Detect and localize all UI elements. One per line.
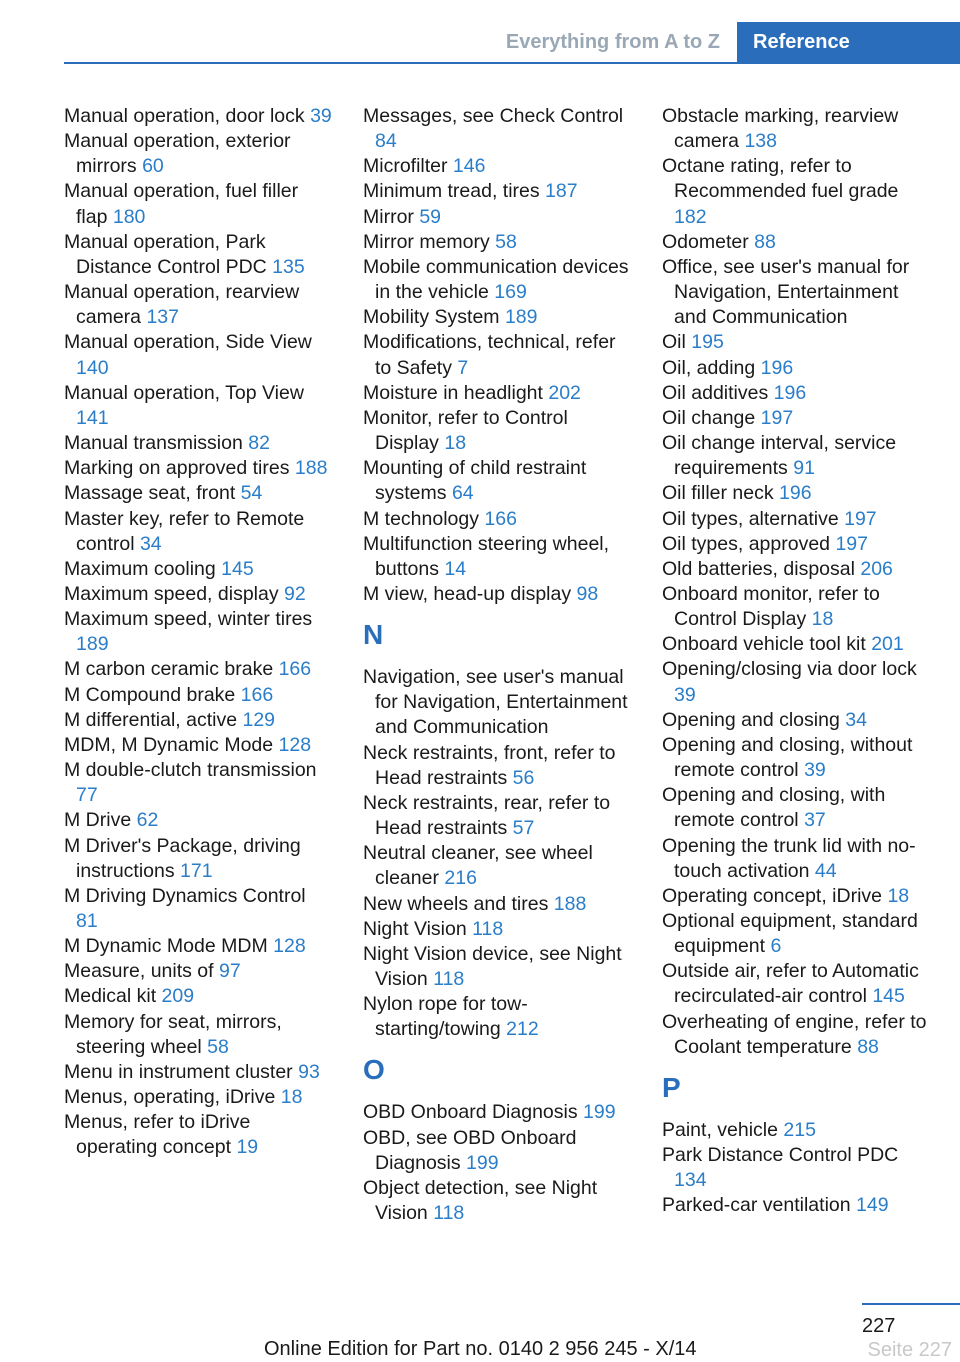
page-link[interactable]: 129 <box>242 708 276 731</box>
index-entry <box>64 733 332 758</box>
index-entry <box>662 557 930 582</box>
index-entry <box>363 205 631 230</box>
index-entry <box>363 1176 631 1226</box>
page-header <box>0 0 960 64</box>
index-entry-text: M differential, active <box>64 708 243 731</box>
index-entry-text: Oil change interval, service requirements <box>662 432 897 480</box>
index-entry-text: Opening the trunk lid with no-touch activation <box>662 834 916 882</box>
index-entry <box>662 632 930 657</box>
index-entry-text: Mounting of child restraint systems <box>363 457 587 505</box>
page-link[interactable]: 44 <box>814 859 837 882</box>
index-entry <box>662 733 930 783</box>
page-link[interactable]: 189 <box>504 306 538 329</box>
index-entry <box>64 481 332 506</box>
page-link[interactable]: 7 <box>457 356 469 379</box>
page-link[interactable]: 134 <box>674 1169 707 1192</box>
index-entry-text: Oil filler neck <box>662 482 780 505</box>
section-title: Everything from A to Z <box>505 31 720 53</box>
page-link[interactable]: 137 <box>146 306 179 329</box>
index-entry <box>662 532 930 557</box>
index-entry-text: M view, head-up display <box>363 582 577 605</box>
index-entry-text: Minimum tread, tires <box>363 180 546 203</box>
index-entry <box>662 708 930 733</box>
page-link[interactable]: 166 <box>278 658 312 681</box>
page-link[interactable]: 180 <box>112 205 146 228</box>
index-entry-text: Memory for seat, mirrors, steering wheel <box>64 1010 282 1058</box>
index-entry <box>662 783 930 833</box>
page-link[interactable]: 196 <box>760 356 794 379</box>
index-entry-text: Paint, vehicle <box>662 1118 784 1141</box>
index-entry <box>363 230 631 255</box>
page-link[interactable]: 188 <box>553 892 587 915</box>
index-entry-text: M double-clutch transmission <box>64 759 317 782</box>
index-entry <box>64 431 332 456</box>
index-entry <box>662 1143 930 1193</box>
index-entry <box>363 917 631 942</box>
index-entry <box>363 330 631 380</box>
index-entry <box>64 1010 332 1060</box>
index-entry <box>662 431 930 481</box>
index-entry <box>64 834 332 884</box>
index-entry-text: Maximum cooling <box>64 557 222 580</box>
index-entry <box>662 959 930 1009</box>
index-entry-text: Measure, units of <box>64 960 219 983</box>
index-entry-text: M Dynamic Mode MDM <box>64 935 274 958</box>
index-entry-text: Mobility System <box>363 306 505 329</box>
index-entry <box>662 406 930 431</box>
index-entry <box>662 909 930 959</box>
index-entry-text: Menu in instrument cluster <box>64 1060 299 1083</box>
index-entry <box>662 104 930 154</box>
index-entry <box>64 1110 332 1160</box>
index-column-3 <box>662 104 930 1219</box>
index-entry-text: Neutral cleaner, see wheel cleaner <box>363 842 593 890</box>
index-entry <box>64 984 332 1009</box>
index-entry <box>662 884 930 909</box>
page-link[interactable]: 39 <box>310 105 332 127</box>
page-link[interactable]: 199 <box>583 1101 616 1124</box>
index-entry <box>363 582 631 607</box>
index-entry <box>64 104 332 129</box>
page-link[interactable]: 197 <box>844 507 877 530</box>
page-link[interactable]: 81 <box>76 910 98 932</box>
page-link[interactable]: 91 <box>793 457 815 480</box>
index-entry-text: Oil types, approved <box>662 532 836 555</box>
page-link[interactable]: 58 <box>207 1035 229 1058</box>
index-entry-text: Obstacle marking, rearview camera <box>662 105 899 153</box>
page-link[interactable]: 197 <box>760 406 794 429</box>
index-entry <box>64 884 332 934</box>
index-entry <box>363 406 631 456</box>
page-link[interactable]: 166 <box>240 683 274 706</box>
page-link[interactable]: 98 <box>576 582 599 605</box>
index-entry-text: Oil, adding <box>662 356 761 379</box>
page-link[interactable]: 182 <box>674 205 707 228</box>
page-link[interactable]: 88 <box>754 230 776 253</box>
index-entry <box>64 708 332 733</box>
index-column-2 <box>363 104 631 1226</box>
page-link[interactable]: 128 <box>278 733 312 756</box>
index-entry-text: Night Vision <box>363 917 473 940</box>
index-entry <box>64 582 332 607</box>
page-link[interactable]: 216 <box>444 867 477 890</box>
index-entry-text: Oil types, alternative <box>662 507 845 530</box>
index-letter-heading: P <box>662 1071 681 1103</box>
index-entry <box>662 481 930 506</box>
page-link[interactable]: 18 <box>887 884 910 907</box>
index-entry <box>363 841 631 891</box>
page-link[interactable]: 140 <box>76 356 109 379</box>
index-entry <box>662 1193 930 1218</box>
page-link[interactable]: 141 <box>76 406 109 429</box>
index-entry-text: Menus, refer to iDrive operating concept <box>64 1111 251 1159</box>
index-entry <box>363 255 631 305</box>
index-entry <box>64 330 332 380</box>
index-entry-text: Mobile communication devices in the vehicle <box>363 255 629 304</box>
page-link[interactable]: 212 <box>506 1018 539 1041</box>
index-entry-text: Odometer <box>662 230 755 253</box>
page-link[interactable]: 128 <box>273 935 306 958</box>
page-link[interactable]: 149 <box>856 1194 889 1217</box>
index-entry <box>64 129 332 179</box>
index-entry <box>363 456 631 506</box>
index-entry-text: Oil change <box>662 406 761 429</box>
page-link[interactable]: 34 <box>845 708 867 731</box>
index-entry <box>64 683 332 708</box>
index-entry <box>363 1100 631 1125</box>
index-entry-text: Marking on approved tires <box>64 457 295 480</box>
index-entry-text: M carbon ceramic brake <box>64 658 279 681</box>
page-link[interactable]: 93 <box>298 1060 320 1083</box>
index-entry-text: MDM, M Dynamic Mode <box>64 733 279 756</box>
index-entry-text: Optional equipment, standard equipment <box>662 910 918 958</box>
index-entry-text: Multifunction steering wheel, buttons <box>363 532 610 580</box>
page-link[interactable]: 64 <box>451 482 474 505</box>
index-entry-text: Manual operation, door lock <box>64 105 311 127</box>
page-link[interactable]: 34 <box>139 532 162 555</box>
index-entry <box>363 892 631 917</box>
index-entry <box>363 305 631 330</box>
index-entry <box>363 1126 631 1176</box>
index-entry <box>662 1118 930 1143</box>
index-entry <box>64 1060 332 1085</box>
index-entry-text: M Drive <box>64 809 137 832</box>
index-entry <box>363 791 631 841</box>
index-entry-text: Opening and closing, with remote control <box>662 784 886 832</box>
index-entry-text: Oil additives <box>662 381 774 404</box>
page-link[interactable]: 195 <box>691 331 724 354</box>
index-entry <box>64 557 332 582</box>
page-link[interactable]: 187 <box>545 180 578 203</box>
index-entry-text: Night Vision device, see Night Vision <box>363 942 622 990</box>
index-entry <box>662 154 930 229</box>
index-entry <box>64 456 332 481</box>
index-entry <box>64 230 332 280</box>
reference-tab <box>737 22 960 64</box>
index-entry <box>363 179 631 204</box>
index-entry-text: Onboard vehicle tool kit <box>662 633 872 656</box>
index-entry-text: Manual operation, Top View <box>64 381 304 404</box>
index-entry-text: New wheels and tires <box>363 892 554 915</box>
watermark: Seite 227 <box>867 1339 952 1361</box>
index-entry-text: Mirror memory <box>363 230 496 253</box>
index-entry <box>662 255 930 330</box>
index-entry-text: Outside air, refer to Automatic recirculated-air control <box>662 960 919 1008</box>
page-link[interactable]: 97 <box>219 960 241 983</box>
index-entry-text: Maximum speed, winter tires <box>64 608 313 631</box>
page-link[interactable]: 166 <box>484 507 517 530</box>
page-link[interactable]: 145 <box>221 557 254 580</box>
page-link[interactable]: 189 <box>76 633 109 656</box>
page-link[interactable]: 18 <box>811 608 834 631</box>
index-entry-text: Manual operation, Side View <box>64 331 312 354</box>
page-number: 227 <box>862 1315 896 1337</box>
page-link[interactable]: 92 <box>284 582 306 605</box>
reference-tab-label: Reference <box>753 31 850 53</box>
index-entry-text: Oil <box>662 331 692 354</box>
page-link[interactable]: 206 <box>860 557 893 580</box>
index-entry-text: Object detection, see Night Vision <box>363 1176 598 1225</box>
index-entry <box>363 665 631 740</box>
index-entry-text: Medical kit <box>64 985 162 1008</box>
page-link[interactable]: 39 <box>804 759 826 782</box>
index-entry <box>64 179 332 229</box>
index-entry-text: Old batteries, disposal <box>662 557 861 580</box>
page-link[interactable]: 196 <box>773 381 807 404</box>
index-entry-text: M Driving Dynamics Control <box>64 884 306 907</box>
page-link[interactable]: 215 <box>783 1118 816 1141</box>
page-link[interactable]: 18 <box>280 1086 303 1109</box>
index-entry <box>363 104 631 154</box>
index-entry-text: Mirror <box>363 205 420 228</box>
page-link[interactable]: 201 <box>871 633 904 656</box>
index-entry-text: Overheating of engine, refer to Coolant temperature <box>662 1010 927 1058</box>
index-entry-text: M technology <box>363 507 485 530</box>
page-link[interactable]: 54 <box>240 482 263 505</box>
index-entry-text: Octane rating, refer to Recommended fuel grade <box>662 155 899 203</box>
index-entry <box>64 657 332 682</box>
index-entry-text: M Driver's Package, driving instructions <box>64 834 301 882</box>
index-entry-text: Office, see user's manual for Navigation, Entertainment and Communication <box>662 255 910 329</box>
page-link[interactable]: 138 <box>744 130 777 153</box>
page-link[interactable]: 188 <box>294 457 328 480</box>
page-link[interactable]: 135 <box>272 255 305 278</box>
index-entry <box>64 1085 332 1110</box>
index-entry-text: Manual operation, Park Distance Control PDC <box>64 230 273 278</box>
index-entry-text: Neck restraints, rear, refer to Head restraints <box>363 791 611 840</box>
page-link[interactable]: 18 <box>444 432 467 455</box>
index-entry-text: Moisture in headlight <box>363 381 549 404</box>
index-entry <box>363 381 631 406</box>
index-entry <box>64 959 332 984</box>
index-entry <box>363 992 631 1042</box>
index-entry-text: Manual operation, rearview camera <box>64 281 300 329</box>
index-entry-text: Massage seat, front <box>64 482 241 505</box>
page-link[interactable]: 60 <box>142 155 164 178</box>
page-link[interactable]: 58 <box>495 230 517 253</box>
index-entry-text: Microfilter <box>363 155 453 178</box>
index-entry-text: Manual operation, fuel filler flap <box>64 180 299 228</box>
index-entry-text: Nylon rope for tow-starting/towing <box>363 993 528 1041</box>
index-entry-text: Opening and closing, without remote control <box>662 733 913 782</box>
index-entry-text: Navigation, see user's manual for Navigation, Entertainment and Communication <box>363 666 628 739</box>
page-link[interactable]: 37 <box>804 809 826 832</box>
page-link[interactable]: 62 <box>136 809 159 832</box>
index-entry <box>662 1010 930 1060</box>
index-entry <box>662 834 930 884</box>
index-entry-text: Manual transmission <box>64 432 249 455</box>
page-link[interactable]: 88 <box>857 1035 879 1058</box>
index-entry-text: Monitor, refer to Control Display <box>363 406 568 455</box>
index-entry <box>363 532 631 582</box>
page-link[interactable]: 146 <box>452 155 486 178</box>
index-entry-text: Park Distance Control PDC <box>662 1144 899 1167</box>
page-link[interactable]: 19 <box>236 1136 259 1159</box>
index-entry-text: Opening/closing via door lock <box>662 658 917 681</box>
page-link[interactable]: 57 <box>512 817 535 840</box>
page-link[interactable]: 209 <box>161 985 195 1008</box>
page-link[interactable]: 197 <box>835 532 868 555</box>
index-entry-text: Neck restraints, front, refer to Head restraints <box>363 741 616 789</box>
index-entry <box>64 758 332 808</box>
page-link[interactable]: 14 <box>444 557 467 580</box>
index-letter-heading: N <box>363 619 384 651</box>
page-link[interactable]: 118 <box>433 968 465 990</box>
index-entry-text: Operating concept, iDrive <box>662 884 888 907</box>
page-link[interactable]: 82 <box>248 432 270 455</box>
page-link[interactable]: 118 <box>472 917 504 940</box>
index-entry <box>363 942 631 992</box>
page-link[interactable]: 196 <box>779 482 812 505</box>
index-entry-text: Parked-car ventilation <box>662 1194 857 1217</box>
index-letter-heading: O <box>363 1054 385 1086</box>
index-entry <box>64 607 332 657</box>
index-entry-text: Onboard monitor, refer to Control Display <box>662 582 880 631</box>
page-link[interactable]: 84 <box>375 130 397 153</box>
footer-rule <box>862 1303 960 1305</box>
index-entry-text: Modifications, technical, refer to Safety <box>363 331 616 379</box>
index-entry-text: Manual operation, exterior mirrors <box>64 130 291 178</box>
index-entry-text: OBD Onboard Diagnosis <box>363 1101 584 1124</box>
page-link[interactable]: 118 <box>433 1202 465 1225</box>
edition-note: Online Edition for Part no. 0140 2 956 245 - X/14 <box>264 1338 697 1360</box>
index-entry <box>363 507 631 532</box>
index-entry <box>662 381 930 406</box>
index-entry <box>662 230 930 255</box>
index-entry-text: Messages, see Check Control <box>363 105 624 127</box>
page-link[interactable]: 202 <box>548 381 581 404</box>
index-entry <box>662 657 930 707</box>
page-link[interactable]: 145 <box>872 985 905 1008</box>
page-link[interactable]: 77 <box>76 784 98 807</box>
index-entry <box>64 280 332 330</box>
index-entry <box>363 154 631 179</box>
index-entry-text: Maximum speed, display <box>64 582 285 605</box>
page-link[interactable]: 39 <box>674 683 696 706</box>
index-entry <box>64 808 332 833</box>
index-entry <box>662 356 930 381</box>
page-link[interactable]: 6 <box>770 935 782 958</box>
index-entry <box>64 381 332 431</box>
index-entry-text: OBD, see OBD Onboard Diagnosis <box>363 1126 577 1174</box>
page-link[interactable]: 199 <box>466 1151 499 1174</box>
page-link[interactable]: 59 <box>419 205 442 228</box>
header-rule <box>64 62 737 64</box>
index-entry-text: M Compound brake <box>64 683 241 706</box>
index-column-1 <box>64 104 332 1161</box>
index-entry <box>662 582 930 632</box>
index-entry <box>662 507 930 532</box>
index-entry-text: Opening and closing <box>662 708 846 731</box>
index-entry <box>64 507 332 557</box>
index-entry <box>662 330 930 355</box>
index-entry <box>64 934 332 959</box>
page-link[interactable]: 56 <box>512 766 535 789</box>
index-entry <box>363 741 631 791</box>
index-entry-text: Menus, operating, iDrive <box>64 1086 281 1109</box>
page-link[interactable]: 169 <box>494 281 527 304</box>
index-entry-text: Master key, refer to Remote control <box>64 507 305 555</box>
page-link[interactable]: 171 <box>180 859 213 882</box>
